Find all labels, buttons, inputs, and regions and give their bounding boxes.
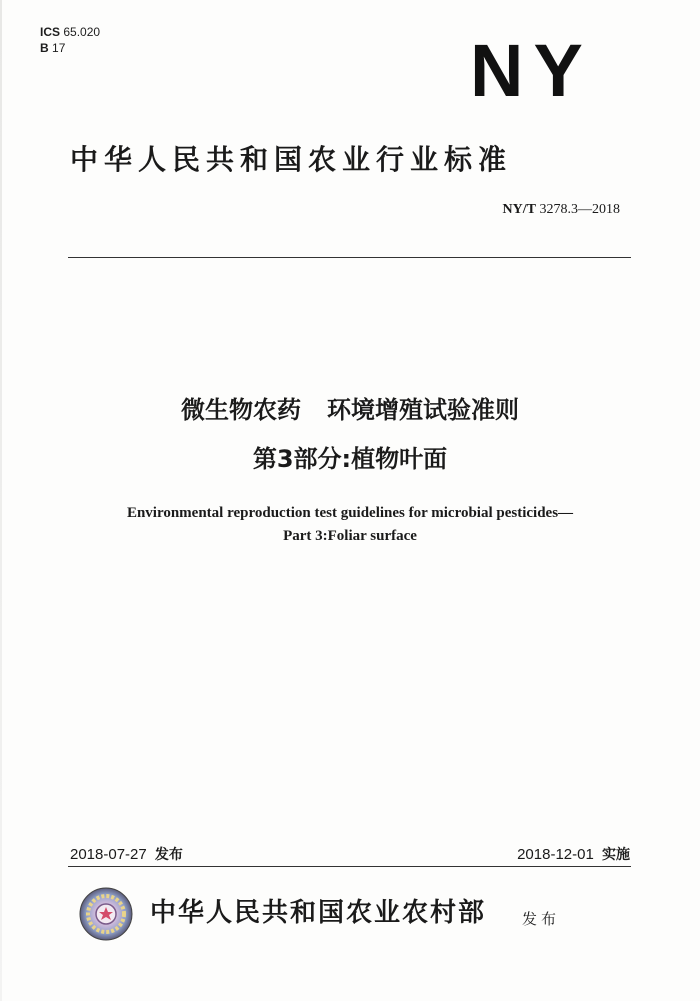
class-label: B: [40, 41, 49, 55]
effective-date-line: [517, 844, 630, 864]
issued-date-line: [70, 844, 183, 864]
class-line: [40, 40, 100, 56]
ics-label: ICS: [40, 25, 61, 39]
ny-standard-mark: NY: [470, 29, 593, 112]
standard-number: [503, 202, 620, 218]
ics-code: 65.020: [63, 25, 101, 39]
effective-date: 2018-12-01: [517, 846, 594, 863]
issue-label: 发布: [522, 910, 561, 928]
bottom-divider: [68, 866, 631, 867]
effective-label: 实施: [602, 847, 630, 863]
ics-line: [40, 24, 100, 40]
ministry-name: 中华人民共和国农业农村部: [150, 898, 487, 928]
class-code: 17: [52, 41, 66, 55]
ministry-emblem-icon: [78, 886, 134, 942]
en-title-line1: Environmental reproduction test guidelines for microbial pesticides—: [126, 505, 574, 521]
standard-category-title: 中华人民共和国农业行业标准: [70, 143, 513, 176]
cn-title-part2: 环境增殖试验准则: [327, 396, 519, 424]
en-title-line2: Part 3:Foliar surface: [283, 528, 417, 544]
cn-title-line2: 第3部分:植物叶面: [252, 445, 448, 473]
scan-edge: [0, 0, 2, 1001]
cn-title-line1: [0, 392, 700, 428]
issued-date: 2018-07-27: [70, 846, 147, 863]
standard-number-value: 3278.3—2018: [539, 202, 620, 217]
classification-block: [40, 24, 100, 56]
cn-title-part1: 微生物农药: [181, 396, 301, 424]
top-divider: [68, 257, 631, 258]
standard-number-prefix: NY/T: [502, 202, 536, 217]
issued-label: 发布: [154, 847, 183, 863]
